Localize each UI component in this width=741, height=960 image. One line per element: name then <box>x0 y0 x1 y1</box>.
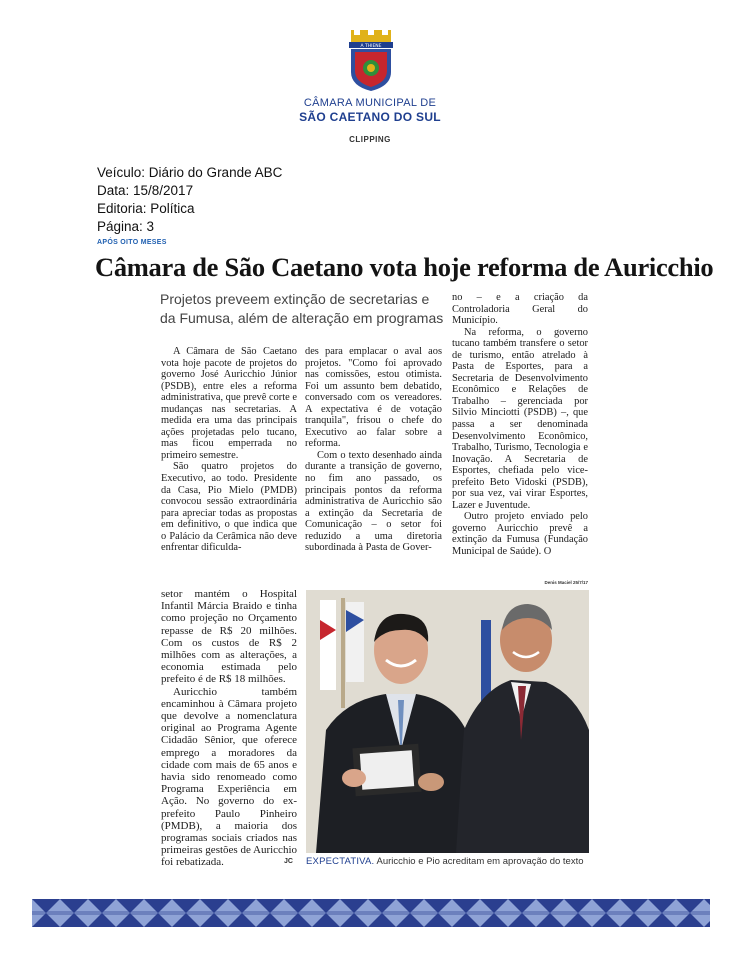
article-column-3 <box>452 292 588 558</box>
article-headline: Câmara de São Caetano vota hoje reforma de Auricchio <box>95 252 714 282</box>
clipping-label: CLIPPING <box>349 135 391 144</box>
article-column-1 <box>161 346 297 554</box>
caption-label: EXPECTATIVA. <box>306 856 375 867</box>
article-kicker: APÓS OITO MESES <box>97 239 167 246</box>
paragraph: setor mantém o Hospital Infantil Márcia Braido e tinha como projeção no Orçamento repasse de R$ 20 milhões. Com os custos de R$ 2 milhões com as alterações, a economia estimada pelo prefeito é de R$ 18 milhões. <box>161 588 297 686</box>
decorative-footer-band <box>32 899 710 927</box>
paragraph: Com o texto desenhado ainda durante a transição de governo, no fim ano passado, os principais pontos da reforma administrativa de Auricchio são a extinção da Secretaria de Comunicação – o setor foi reduzido a uma diretoria subordinada à Pasta de Gover- <box>305 449 442 554</box>
paragraph: A Câmara de São Caetano vota hoje pacote de projetos do governo José Auricchio Júnior (PSDB), entre eles a reforma administrativa, que prevê corte e mudanças nas secretarias. A medida era uma das principais ações projetadas pelo tucano, mas ficou emperrada no primeiro semestre. <box>161 346 297 461</box>
article-deck: Projetos preveem extinção de secretarias e da Fumusa, além de alteração em programas <box>160 291 444 326</box>
paragraph: Outro projeto enviado pelo governo Auricchio prevê a extinção da Fumusa (Fundação Municipal de Saúde). O <box>452 511 588 558</box>
photo-caption <box>306 856 596 867</box>
caption-text: Auricchio e Pio acreditam em aprovação do texto <box>376 856 584 867</box>
article-photo <box>306 590 589 853</box>
paragraph: no – e a criação da Controladoria Geral do Município. <box>452 292 588 327</box>
crest-banner: A THIENE <box>360 44 382 49</box>
institution-name-line1: CÂMARA MUNICIPAL DE <box>303 97 437 109</box>
coat-of-arms-logo <box>343 30 399 92</box>
paragraph: São quatro projetos do Executivo, ao todo. Presidente da Casa, Pio Mielo (PMDB) convocou sessão extraordinária para apreciar todas as propostas em definitivo, o que indica que o Palácio da Cerâmica não deve enfrentar dificulda- <box>161 461 297 554</box>
photo-credit: Denis Maciel 25/7/17 <box>544 580 588 585</box>
paragraph: Na reforma, o governo tucano também transfere o setor de turismo, então atrelado à Pasta de Esportes, para a Secretaria de Desenvolvimento Econômico e Relações de Trabalho – gerenciada por Silvio Minciotti (PSDB) –, que passa a ser denominada Desenvolvimento Econômico, Trabalho, Turismo, Tecnologia e Inovação. A Secretaria de Esportes, chefiada pelo vice-prefeito Beto Vidoski (PSDB), por sua vez, vai virar Esportes, Lazer e Juventude. <box>452 326 588 511</box>
meta-veiculo: Veículo: Diário do Grande ABC <box>97 165 283 180</box>
meta-pagina: Página: 3 <box>97 219 155 234</box>
meta-data: Data: 15/8/2017 <box>97 183 194 198</box>
paragraph: des para emplacar o aval aos projetos. "Como foi aprovado nas comissões, estou otimista. Foi um assunto bem debatido, conversado com os vereadores. A expectativa é de votação tranquila", frisou o chefe do Executivo ao falar sobre a reforma. <box>305 346 442 450</box>
paragraph: Auricchio também encaminhou à Câmara projeto que devolve a nomenclatura original ao Programa Agente Cidadão Sênior, que oferece emprego a moradores da cidade com mais de 65 anos e havia sido renomeado como Programa Experiência em Ação. No governo do ex-prefeito Paulo Pinheiro (PMDB), a maioria dos programas sociais criados nas primeiras gestões de Auricchio foi rebatizada. <box>161 685 297 869</box>
byline: JC <box>284 858 293 865</box>
institution-name-line2: SÃO CAETANO DO SUL <box>299 110 441 124</box>
article-column-2 <box>305 346 442 554</box>
meta-editoria: Editoria: Política <box>97 201 195 216</box>
article-column-4 <box>161 588 297 869</box>
